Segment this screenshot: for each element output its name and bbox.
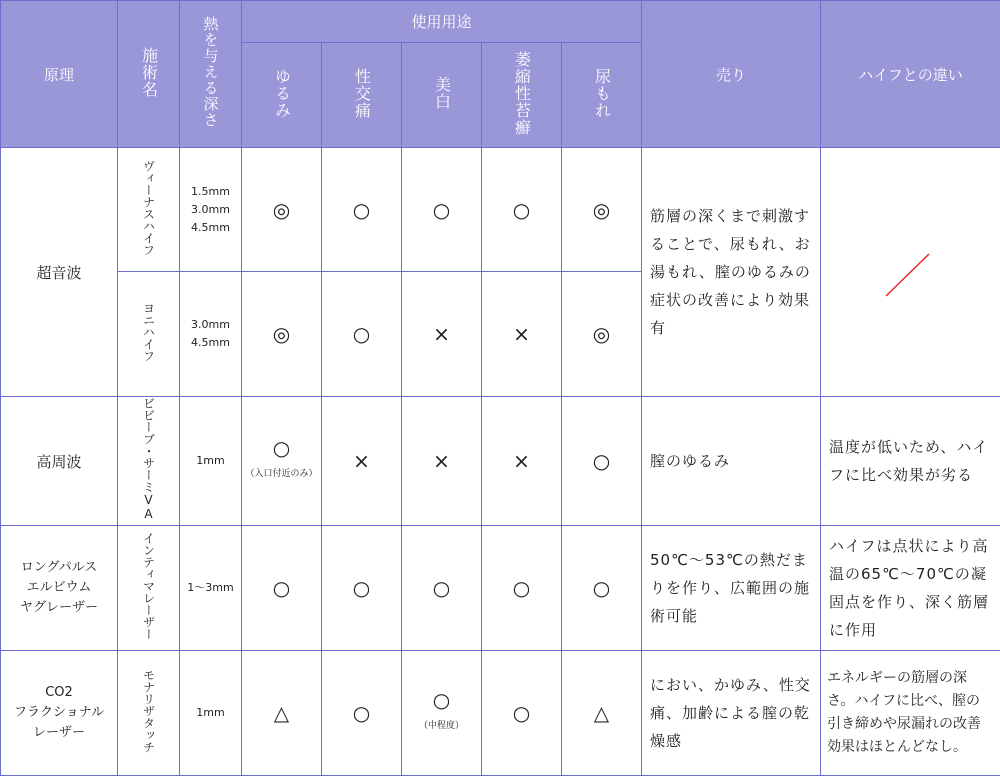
mark-note: （中程度） [418, 721, 464, 731]
difference-empty-cell [821, 148, 1000, 397]
mark-incontinence: △ [562, 651, 642, 776]
treatment-name: モナリザタッチ [118, 651, 180, 776]
mark-whitening: ○ [402, 526, 482, 651]
selling-point-text: におい、かゆみ、性交痛、加齢による膣の乾燥感 [642, 651, 821, 776]
depth-value: 1mm [180, 397, 242, 526]
principle-co2: CO2 フラクショナル レーザー [1, 651, 118, 776]
mark-dyspareunia: ○ [322, 651, 402, 776]
mark-whitening: ○ [402, 148, 482, 272]
principle-erbium: ロングパルス エルビウム ヤグレーザー [1, 526, 118, 651]
treatment-name: ビビーブ・サーミVA [118, 397, 180, 526]
difference-text: エネルギーの筋層の深さ。ハイフに比べ、膣の引き締めや尿漏れの改善効果はほとんどなし。 [821, 651, 1000, 776]
header-selling-point: 売り [642, 1, 821, 148]
selling-point-text: 50℃～53℃の熱だまりを作り、広範囲の施術可能 [642, 526, 821, 651]
treatment-name: インティマレーザー [118, 526, 180, 651]
header-usage-incontinence: 尿もれ [562, 43, 642, 148]
header-usage-lichen: 萎縮性苔癬 [482, 43, 562, 148]
mark-whitening: × [402, 272, 482, 397]
mark-dyspareunia: × [322, 397, 402, 526]
header-usage-dyspareunia: 性交痛 [322, 43, 402, 148]
diagonal-line [821, 148, 1000, 398]
depth-value: 1.5mm 3.0mm 4.5mm [180, 148, 242, 272]
mark-laxity: ◎ [242, 272, 322, 397]
mark-lichen: ○ [482, 526, 562, 651]
depth-value: 1mm [180, 651, 242, 776]
selling-point-text: 膣のゆるみ [642, 397, 821, 526]
header-depth: 熱を与える深さ [180, 1, 242, 148]
mark-laxity: ○ [242, 526, 322, 651]
mark-whitening: × [402, 397, 482, 526]
mark-incontinence: ○ [562, 526, 642, 651]
header-principle: 原理 [1, 1, 118, 148]
header-difference: ハイフとの違い [821, 1, 1000, 148]
table-row [1, 526, 1000, 651]
table-row [1, 148, 1000, 272]
mark-dyspareunia: ○ [322, 148, 402, 272]
mark-lichen: ○ [482, 148, 562, 272]
mark-laxity: ◎ [242, 148, 322, 272]
mark-note: （入口付近のみ） [245, 469, 318, 479]
depth-value: 3.0mm 4.5mm [180, 272, 242, 397]
treatment-name: ヨニハイフ [118, 272, 180, 397]
treatment-name: ヴィーナスハイフ [118, 148, 180, 272]
mark-incontinence: ◎ [562, 272, 642, 397]
header-treatment: 施術名 [118, 1, 180, 148]
mark-laxity: △ [242, 651, 322, 776]
mark-symbol: ○ [272, 436, 291, 460]
header-usage-laxity: ゆるみ [242, 43, 322, 148]
principle-ultrasound: 超音波 [1, 148, 118, 397]
difference-text: ハイフは点状により高温の65℃～70℃の凝固点を作り、深く筋層に作用 [821, 526, 1000, 651]
difference-text: 温度が低いため、ハイフに比べ効果が劣る [821, 397, 1000, 526]
selling-point-text: 筋層の深くまで刺激することで、尿もれ、お湯もれ、膣のゆるみの症状の改善により効果有 [642, 148, 821, 397]
mark-symbol: ○ [432, 688, 451, 712]
mark-incontinence: ◎ [562, 148, 642, 272]
table-row [1, 397, 1000, 526]
mark-incontinence: ○ [562, 397, 642, 526]
depth-value: 1～3mm [180, 526, 242, 651]
mark-lichen: ○ [482, 651, 562, 776]
mark-dyspareunia: ○ [322, 526, 402, 651]
header-usage-whitening: 美白 [402, 43, 482, 148]
mark-laxity [242, 397, 322, 526]
mark-lichen: × [482, 397, 562, 526]
mark-dyspareunia: ○ [322, 272, 402, 397]
mark-lichen: × [482, 272, 562, 397]
principle-radiofrequency: 高周波 [1, 397, 118, 526]
mark-whitening [402, 651, 482, 776]
table-row [1, 651, 1000, 776]
header-usage: 使用用途 [242, 1, 642, 43]
